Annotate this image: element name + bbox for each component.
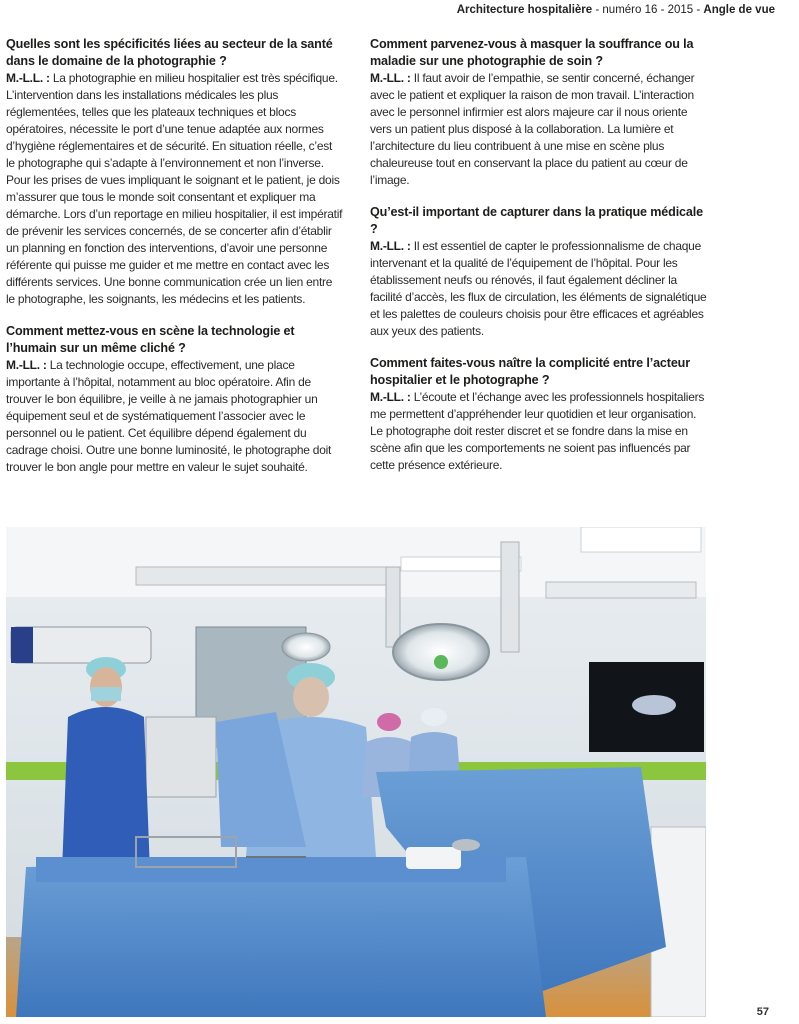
question-3: Comment parvenez-vous à masquer la souffrance ou la maladie sur une photographie de soin ? bbox=[370, 37, 694, 68]
answer-5 bbox=[370, 389, 708, 474]
issue-info: - numéro 16 - 2015 - bbox=[595, 4, 701, 16]
speaker-label: M.-LL. : bbox=[370, 390, 411, 404]
question-5: Comment faites-vous naître la complicité entre l’acteur hospitalier et le photographe ? bbox=[370, 356, 690, 387]
operating-room-photo bbox=[6, 527, 706, 1017]
answer-text: L’écoute et l’échange avec les professionnels hospitaliers me permettent d’appréhender leur quotidien et leur organisation. Le photographe doit rester discret et se fondre dans la mise en scène afin que les comportements ne soient pas influencés par cette présence extérieure. bbox=[370, 390, 705, 472]
question-4: Qu’est-il important de capturer dans la pratique médicale ? bbox=[370, 205, 703, 236]
journal-name: Architecture hospitalière bbox=[456, 4, 593, 16]
running-header bbox=[457, 4, 775, 16]
section-name: Angle de vue bbox=[703, 4, 775, 16]
answer-text: Il faut avoir de l’empathie, se sentir concerné, échanger avec le patient et expliquer la raison de mon travail. L’interaction avec le personnel infirmier est alors majeure car il nous oriente vers un patient plus disposé à la collaboration. La lumière et l’architecture du lieu contribuent à une mise en scène plus chaleureuse tout en conservant la place du patient au cœur de l’image. bbox=[370, 71, 695, 187]
answer-text: La photographie en milieu hospitalier est très spécifique. L’intervention dans les installations médicales les plus réglementées, telles que les plateaux techniques et blocs opératoires, nécessite le port d’une tenue adaptée aux normes d’hygiène réglementaires et de sécurité. En situation réelle, c’est le photographe qui s’adapte à l’environnement et non l’inverse. Pour les prises de vues impliquant le soignant et le patient, je dois m’assurer que tous le monde soit consentant et expliquer ma démarche. Lors d’un reportage en milieu hospitalier, il est impératif de prévenir les services concernés, de se concerter afin d’établir un planning en fonction des interventions, d’avoir une personne référente qui puisse me guider et me mettre en contact avec les différents services. Une bonne communication crée un lien entre le photographe, les soignants, les médecins et les patients. bbox=[6, 71, 343, 306]
answer-3 bbox=[370, 70, 708, 189]
page-number: 57 bbox=[756, 1006, 769, 1018]
question-1: Quelles sont les spécificités liées au secteur de la santé dans le domaine de la photographie ? bbox=[6, 37, 333, 68]
speaker-label: M.-L.L. : bbox=[6, 71, 50, 85]
speaker-label: M.-LL. : bbox=[370, 239, 411, 253]
speaker-label: M.-LL. : bbox=[6, 358, 47, 372]
answer-2 bbox=[6, 357, 344, 476]
left-column bbox=[6, 36, 344, 491]
answer-text: La technologie occupe, effectivement, une place importante à l’hôpital, notamment au bloc opératoire. Afin de trouver le bon équilibre, je veille à ne jamais photographier un équipement seul et de systématiquement l’associer avec le personnel ou le patient. Cet équilibre dépend également du cadrage choisi. Outre une bonne luminosité, le photographe doit trouver le bon angle pour mettre en valeur le sujet souhaité. bbox=[6, 358, 332, 474]
answer-text: Il est essentiel de capter le professionnalisme de chaque intervenant et la qualité de l’équipement de l’hôpital. Pour les établissement neufs ou rénovés, il faut également décliner la facilité d’accès, les flux de circulation, les éléments de signalétique et les palettes de couleurs choisis pour être efficaces et agréables aux yeux des patients. bbox=[370, 239, 707, 338]
question-2: Comment mettez-vous en scène la technologie et l’humain sur un même cliché ? bbox=[6, 324, 295, 355]
right-column bbox=[370, 36, 708, 489]
operating-room-illustration bbox=[6, 527, 706, 1017]
answer-4 bbox=[370, 238, 708, 340]
answer-1 bbox=[6, 70, 344, 308]
speaker-label: M.-LL. : bbox=[370, 71, 411, 85]
